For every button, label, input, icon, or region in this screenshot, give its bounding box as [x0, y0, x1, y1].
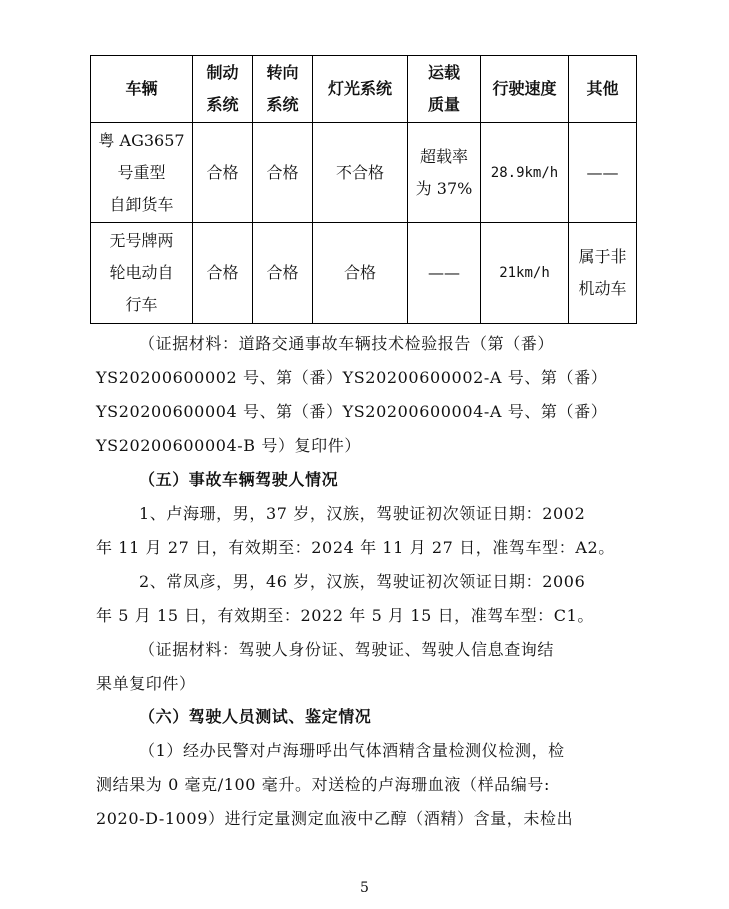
table-cell: 合格 — [193, 123, 253, 223]
table-cell: 合格 — [193, 223, 253, 324]
text-line: 2020-D-1009）进行定量测定血液中乙醇（酒精）含量，未检出 — [96, 809, 574, 828]
text-line: YS20200600004 号、第（番）YS20200600004-A 号、第（番） — [96, 402, 608, 421]
table-cell: 合格 — [253, 123, 313, 223]
table-cell: 粤 AG3657 号重型 自卸货车 — [91, 123, 193, 223]
test-result-paragraph — [96, 734, 634, 836]
section-heading-drivers: （五）事故车辆驾驶人情况 — [139, 470, 339, 489]
table-cell: 合格 — [253, 223, 313, 324]
section-heading-tests: （六）驾驶人员测试、鉴定情况 — [139, 707, 372, 726]
header-cell-vehicle: 车辆 — [91, 56, 193, 123]
table-cell: 属于非 机动车 — [569, 223, 637, 324]
header-cell-brake: 制动 系统 — [193, 56, 253, 123]
driver-2-info — [96, 565, 634, 633]
page-number: 5 — [360, 880, 369, 896]
table-cell: 21km/h — [481, 223, 569, 324]
table-row — [91, 123, 637, 223]
table-row — [91, 223, 637, 324]
text-line: YS20200600004-B 号）复印件） — [96, 436, 361, 455]
vehicle-inspection-table — [90, 55, 637, 324]
text-line: 1、卢海珊，男，37 岁，汉族，驾驶证初次领证日期：2002 — [139, 504, 586, 523]
header-cell-load: 运载 质量 — [408, 56, 481, 123]
table-cell: 28.9km/h — [481, 123, 569, 223]
driver-1-info — [96, 497, 634, 565]
evidence-vehicle-reports — [96, 327, 634, 463]
text-line: YS20200600002 号、第（番）YS20200600002-A 号、第（番） — [96, 368, 608, 387]
header-cell-lighting: 灯光系统 — [313, 56, 408, 123]
table-cell: 合格 — [313, 223, 408, 324]
table-cell: 不合格 — [313, 123, 408, 223]
text-line: 年 11 月 27 日，有效期至：2024 年 11 月 27 日，准驾车型：A2。 — [96, 538, 615, 557]
text-line: （1）经办民警对卢海珊呼出气体酒精含量检测仪检测，检 — [139, 741, 565, 760]
text-line: （证据材料：驾驶人身份证、驾驶证、驾驶人信息查询结 — [139, 640, 555, 659]
text-line: 2、常凤彦，男，46 岁，汉族，驾驶证初次领证日期：2006 — [139, 572, 586, 591]
evidence-driver-documents — [96, 633, 634, 701]
header-cell-steering: 转向 系统 — [253, 56, 313, 123]
header-cell-other: 其他 — [569, 56, 637, 123]
table-cell: 超载率 为 37% — [408, 123, 481, 223]
text-line: 年 5 月 15 日，有效期至：2022 年 5 月 15 日，准驾车型：C1。 — [96, 606, 594, 625]
text-line: 果单复印件） — [96, 674, 196, 693]
text-line: 测结果为 0 毫克/100 毫升。对送检的卢海珊血液（样品编号: — [96, 775, 550, 794]
header-cell-speed: 行驶速度 — [481, 56, 569, 123]
text-line: （证据材料：道路交通事故车辆技术检验报告（第（番） — [139, 334, 555, 353]
table-cell: —— — [408, 223, 481, 324]
table-cell: —— — [569, 123, 637, 223]
table-header-row — [91, 56, 637, 123]
table-cell: 无号牌两 轮电动自 行车 — [91, 223, 193, 324]
